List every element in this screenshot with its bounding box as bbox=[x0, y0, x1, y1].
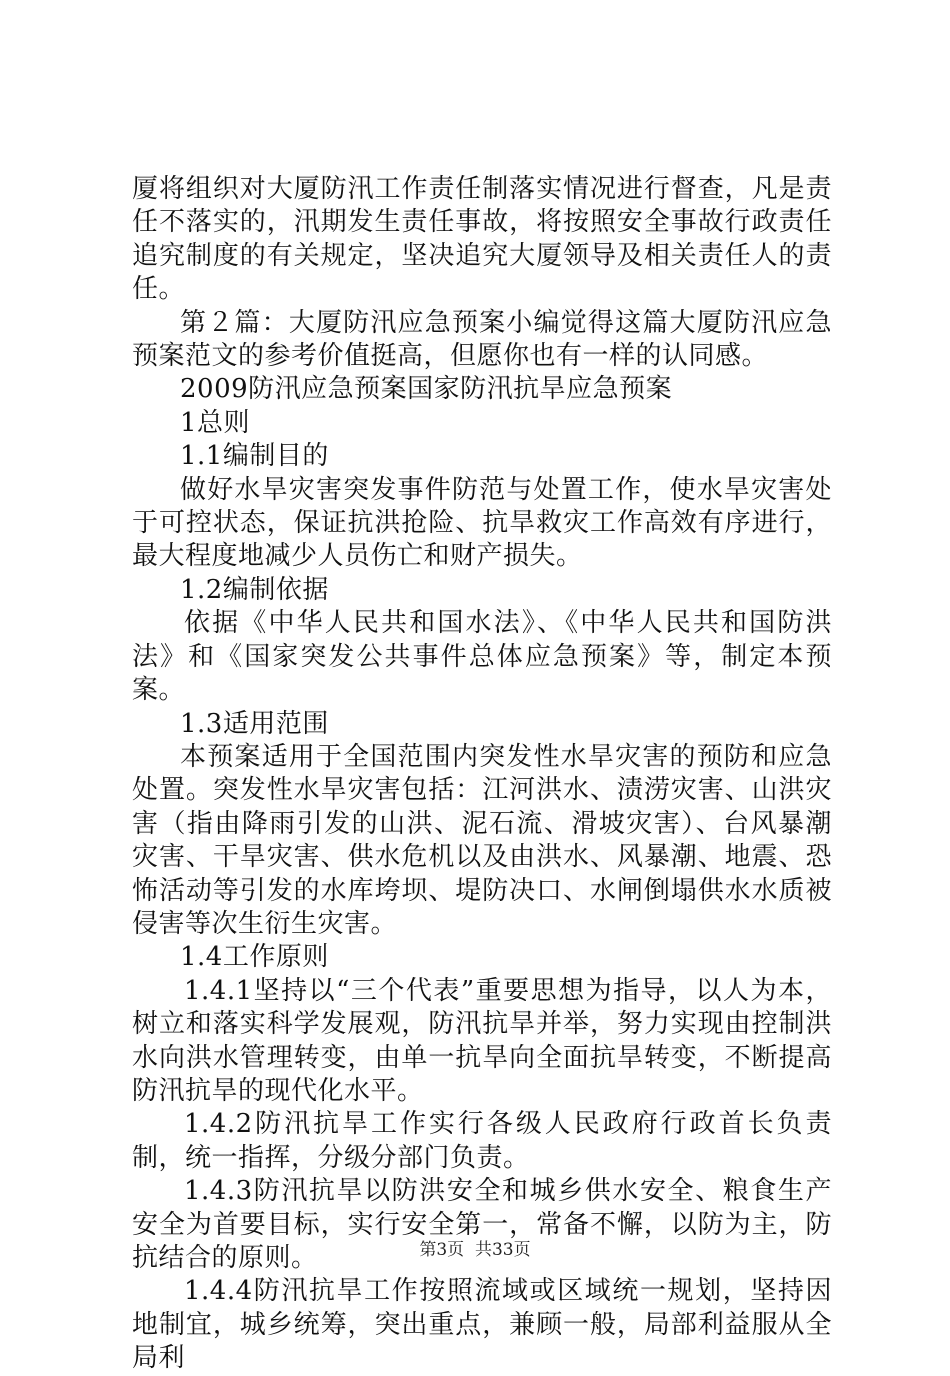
paragraph-continuation: 厦将组织对大厦防汛工作责任制落实情况进行督查，凡是责任不落实的，汛期发生责任事故，将按照安全事故行政责任追究制度的有关规定，坚决追究大厦领导及相关责任人的责任。 bbox=[132, 174, 832, 305]
heading-section-1-3: 1.3适用范围 bbox=[180, 708, 329, 739]
page-footer bbox=[0, 1239, 950, 1261]
paragraph-basis: 依据《中华人民共和国水法》、《中华人民共和国防洪法》和《国家突发公共事件总体应急预案》等，制定本预案。 bbox=[132, 608, 832, 706]
heading-section-1-2: 1.2编制依据 bbox=[180, 574, 329, 605]
heading-document-title: 2009防汛应急预案国家防汛抗旱应急预案 bbox=[180, 374, 673, 405]
heading-section-1-1: 1.1编制目的 bbox=[180, 441, 329, 472]
paragraph-scope: 本预案适用于全国范围内突发性水旱灾害的预防和应急处置。突发性水旱灾害包括：江河洪水、渍涝灾害、山洪灾害（指由降雨引发的山洪、泥石流、滑坡灾害）、台风暴潮灾害、干旱灾害、供水危机以及由洪水、风暴潮、地震、恐怖活动等引发的水库垮坝、堤防决口、水闸倒塌供水水质被侵害等次生衍生灾害。 bbox=[132, 741, 832, 939]
paragraph-principle-4: 1.4.4防汛抗旱工作按照流域或区域统一规划，坚持因地制宜，城乡统筹，突出重点，兼顾一般，局部利益服从全局利 bbox=[132, 1276, 832, 1374]
heading-section-1: 1总则 bbox=[180, 407, 251, 438]
paragraph-principle-2: 1.4.2防汛抗旱工作实行各级人民政府行政首长负责制，统一指挥，分级分部门负责。 bbox=[132, 1109, 832, 1173]
page-number-label: 第3页 共33页 bbox=[419, 1240, 531, 1260]
heading-section-1-4: 1.4工作原则 bbox=[180, 942, 329, 973]
paragraph-principle-1: 1.4.1坚持以“三个代表”重要思想为指导，以人为本，树立和落实科学发展观，防汛抗旱并举，努力实现由控制洪水向洪水管理转变，由单一抗旱向全面抗旱转变，不断提高防汛抗旱的现代化水平。 bbox=[132, 975, 832, 1106]
paragraph-purpose: 做好水旱灾害突发事件防范与处置工作，使水旱灾害处于可控状态，保证抗洪抢险、抗旱救灾工作高效有序进行，最大程度地减少人员伤亡和财产损失。 bbox=[132, 474, 832, 572]
body-text bbox=[132, 173, 832, 1376]
paragraph-chapter-intro: 第２篇：大厦防汛应急预案小编觉得这篇大厦防汛应急预案范文的参考价值挺高，但愿你也有一样的认同感。 bbox=[132, 307, 832, 372]
paragraph-principle-3: 1.4.3防汛抗旱以防洪安全和城乡供水安全、粮食生产安全为首要目标，实行安全第一，常备不懈，以防为主，防抗结合的原则。 bbox=[132, 1176, 832, 1273]
